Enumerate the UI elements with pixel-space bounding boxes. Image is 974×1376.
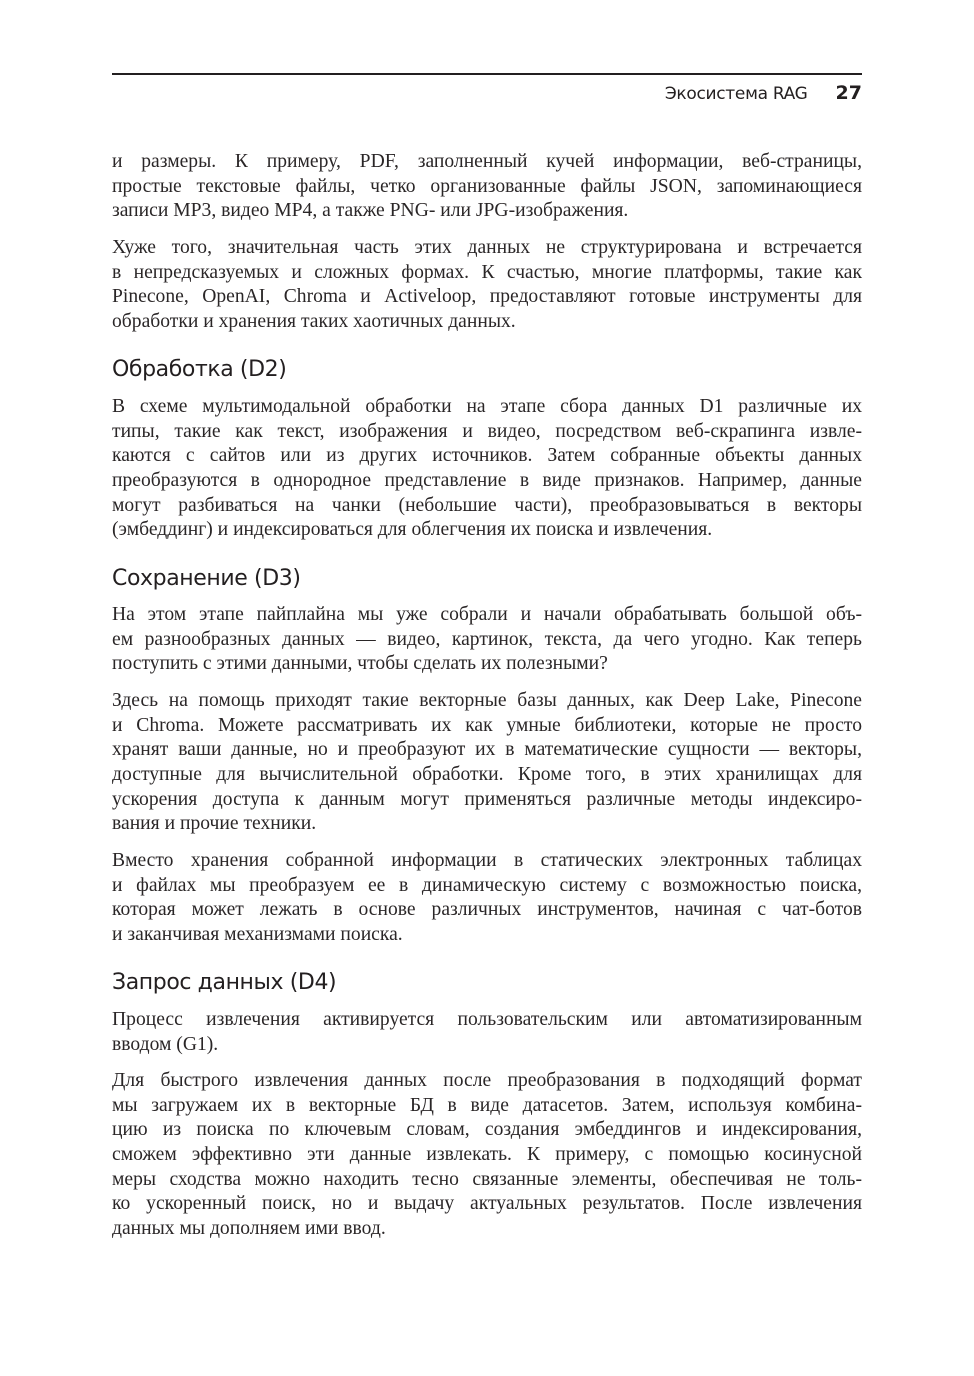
text-line: На этом этапе пайплайна мы уже собрали и начали обрабатывать большой объ- xyxy=(112,604,862,625)
section-heading-storage-d3: Сохранение (D3) xyxy=(112,566,301,591)
text-line: В схеме мультимодальной обработки на этапе сбора данных D1 различные их xyxy=(112,396,862,417)
text-line: ем разнообразных данных — видео, картинок, текста, да чего угодно. Как теперь xyxy=(112,628,862,650)
paragraph-dynamic-system xyxy=(112,849,862,948)
text-line: Хуже того, значительная часть этих данных не структурирована и встречается xyxy=(112,237,862,258)
text-line: и размеры. К примеру, PDF, заполненный кучей информации, веб-страницы, xyxy=(112,151,862,172)
text-line: (эмбеддинг) и индексироваться для облегчения их поиска и извлечения. xyxy=(112,519,713,541)
running-head-section-title: Экосистема RAG xyxy=(664,84,808,104)
text-line: в непредсказуемых и сложных формах. К счастью, многие платформы, такие как xyxy=(112,261,862,283)
text-line: типы, такие как текст, изображения и видео, посредством веб-скрапинга извле- xyxy=(112,420,862,442)
text-line: Здесь на помощь приходят такие векторные базы данных, как Deep Lake, Pinecone xyxy=(112,690,862,711)
section-heading-processing-d2: Обработка (D2) xyxy=(112,357,287,382)
text-line: Вместо хранения собранной информации в статических электронных таблицах xyxy=(112,850,862,871)
paragraph-query-trigger xyxy=(112,1008,862,1057)
paragraph-processing xyxy=(112,395,862,543)
text-line: которая может лежать в основе различных инструментов, начиная с чат-ботов xyxy=(112,899,862,921)
text-line: каются с сайтов или из других источников. Затем собранные объекты данных xyxy=(112,445,862,467)
text-line: ускорения доступа к данным могут применяться различные методы индексиро- xyxy=(112,788,862,810)
text-line: и файлах мы преобразуем ее в динамическую систему с возможностью поиска, xyxy=(112,874,862,896)
text-line: меры сходства можно находить тесно связанные элементы, обеспечивая не толь- xyxy=(112,1168,862,1190)
text-line: простые текстовые файлы, четко организованные файлы JSON, запоминающиеся xyxy=(112,175,862,197)
text-line: могут разбиваться на чанки (небольшие части), преобразовываться в векторы xyxy=(112,494,862,516)
running-head xyxy=(665,82,862,104)
text-line: вводом (G1). xyxy=(112,1033,219,1055)
text-line: Для быстрого извлечения данных после преобразования в подходящий формат xyxy=(112,1070,862,1091)
text-line: сможем эффективно эти данные извлекать. К примеру, с помощью косинусной xyxy=(112,1144,862,1166)
paragraph-file-formats xyxy=(112,150,862,224)
header-rule xyxy=(112,73,862,75)
text-line: и Chroma. Можете рассматривать их как умные библиотеки, которые не просто xyxy=(112,714,862,736)
paragraph-storage-intro xyxy=(112,603,862,677)
paragraph-unstructured-data xyxy=(112,236,862,335)
text-line: преобразуются в однородное представление в виде признаков. Например, данные xyxy=(112,470,862,492)
paragraph-fast-retrieval xyxy=(112,1069,862,1242)
text-line: поступить с этими данными, чтобы сделать их полезными? xyxy=(112,653,608,675)
page-number: 27 xyxy=(835,82,862,104)
text-line: данных мы дополняем ими ввод. xyxy=(112,1218,386,1240)
text-line: Процесс извлечения активируется пользовательским или автоматизированным xyxy=(112,1009,862,1030)
text-line: и заканчивая механизмами поиска. xyxy=(112,924,403,946)
text-line: Pinecone, OpenAI, Chroma и Activeloop, предоставляют готовые инструменты для xyxy=(112,286,862,308)
text-line: мы загружаем их в векторные БД в виде датасетов. Затем, используя комбина- xyxy=(112,1094,862,1116)
text-line: хранят ваши данные, но и преобразуют их в математические сущности — векторы, xyxy=(112,739,862,761)
text-line: вания и прочие техники. xyxy=(112,813,317,835)
text-line: цию из поиска по ключевым словам, создания эмбеддингов и индексирования, xyxy=(112,1119,862,1141)
text-line: обработки и хранения таких хаотичных данных. xyxy=(112,311,516,333)
paragraph-vector-databases xyxy=(112,689,862,837)
text-line: ко ускоренный поиск, но и выдачу актуальных результатов. После извлечения xyxy=(112,1193,862,1215)
text-line: доступные для вычислительной обработки. Кроме того, в этих хранилищах для xyxy=(112,764,862,786)
section-heading-query-d4: Запрос данных (D4) xyxy=(112,970,337,995)
text-line: записи MP3, видео MP4, а также PNG- или JPG-изображения. xyxy=(112,200,629,222)
